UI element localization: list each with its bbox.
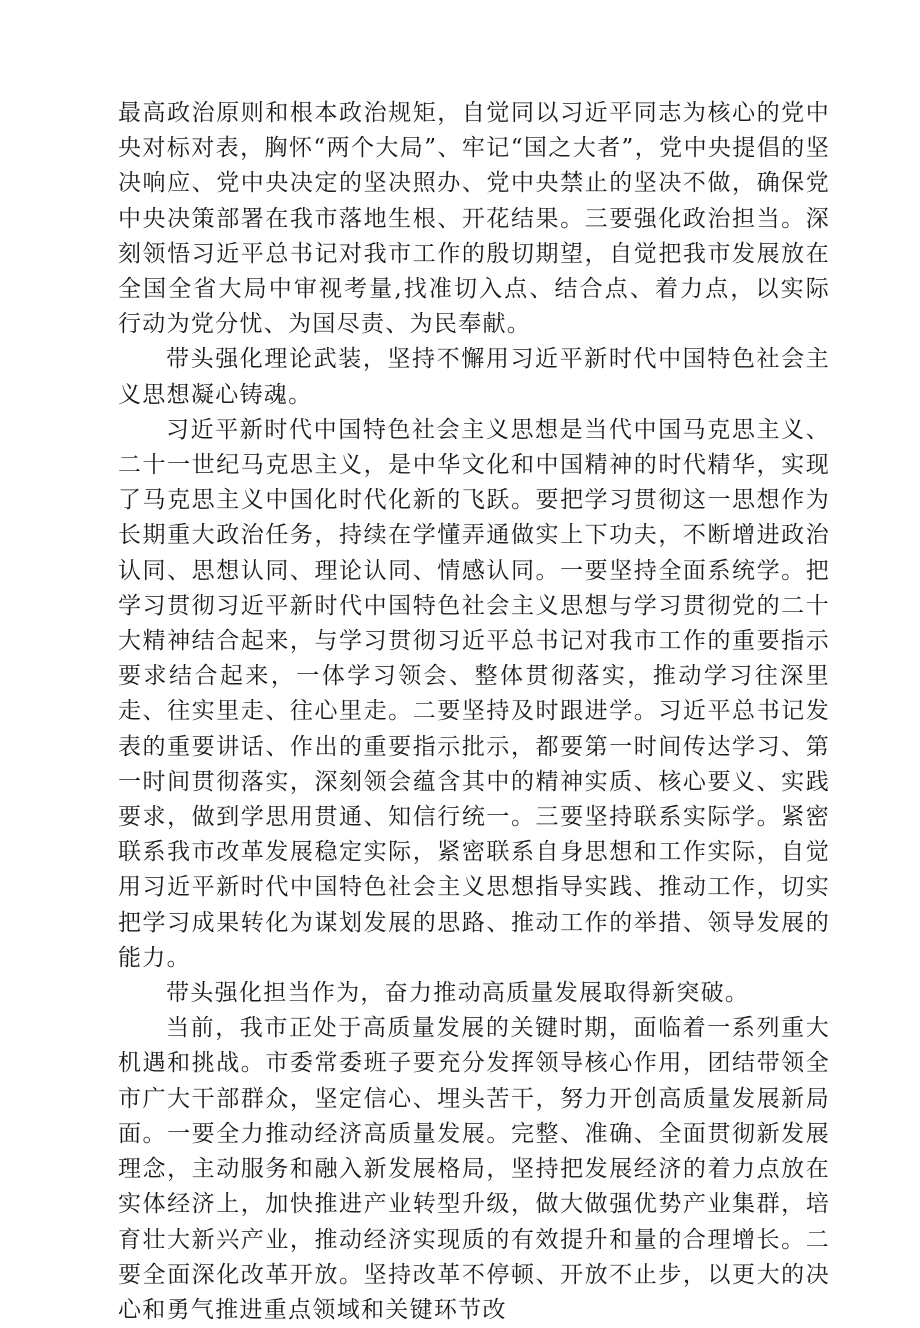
paragraph-political-principles: 最高政治原则和根本政治规矩，自觉同以习近平同志为核心的党中央对标对表，胸怀“两个大局”、牢记“国之大者”，党中央提倡的坚决响应、党中央决定的坚决照办、党中央禁止的坚决不做，确保党中央决策部署在我市落地生根、开花结果。三要强化政治担当。深刻领悟习近平总书记对我市工作的殷切期望，自觉把我市发展放在全国全省大局中审视考量,找准切入点、结合点、着力点，以实际行动为党分忧、为国尽责、为民奉献。 [118,100,830,338]
heading-theory-armament: 带头强化理论武装，坚持不懈用习近平新时代中国特色社会主义思想凝心铸魂。 [118,346,830,408]
document-body [118,96,830,1328]
heading-responsibility: 带头强化担当作为，奋力推动高质量发展取得新突破。 [166,980,750,1007]
paragraph-high-quality-development: 当前，我市正处于高质量发展的关键时期，面临着一系列重大机遇和挑战。市委常委班子要充分发挥领导核心作用，团结带领全市广大干部群众，坚定信心、埋头苦干，努力开创高质量发展新局面。一要全力推动经济高质量发展。完整、准确、全面贯彻新发展理念，主动服务和融入新发展格局，坚持把发展经济的着力点放在实体经济上，加快推进产业转型升级，做大做强优势产业集群，培育壮大新兴产业，推动经济实现质的有效提升和量的合理增长。二要全面深化改革开放。坚持改革不停顿、开放不止步，以更大的决心和勇气推进重点领域和关键环节改 [118,1015,830,1323]
paragraph-xi-thought: 习近平新时代中国特色社会主义思想是当代中国马克思主义、二十一世纪马克思主义，是中华文化和中国精神的时代精华，实现了马克思主义中国化时代化新的飞跃。要把学习贯彻这一思想作为长期重大政治任务，持续在学懂弄通做实上下功夫，不断增进政治认同、思想认同、理论认同、情感认同。一要坚持全面系统学。把学习贯彻习近平新时代中国特色社会主义思想与学习贯彻党的二十大精神结合起来，与学习贯彻习近平总书记对我市工作的重要指示要求结合起来，一体学习领会、整体贯彻落实，推动学习往深里走、往实里走、往心里走。二要坚持及时跟进学。习近平总书记发表的重要讲话、作出的重要指示批示，都要第一时间传达学习、第一时间贯彻落实，深刻领会蕴含其中的精神实质、核心要义、实践要求，做到学思用贯通、知信行统一。三要坚持联系实际学。紧密联系我市改革发展稳定实际，紧密联系自身思想和工作实际，自觉用习近平新时代中国特色社会主义思想指导实践、推动工作，切实把学习成果转化为谋划发展的思路、推动工作的举措、领导发展的能力。 [118,416,830,971]
